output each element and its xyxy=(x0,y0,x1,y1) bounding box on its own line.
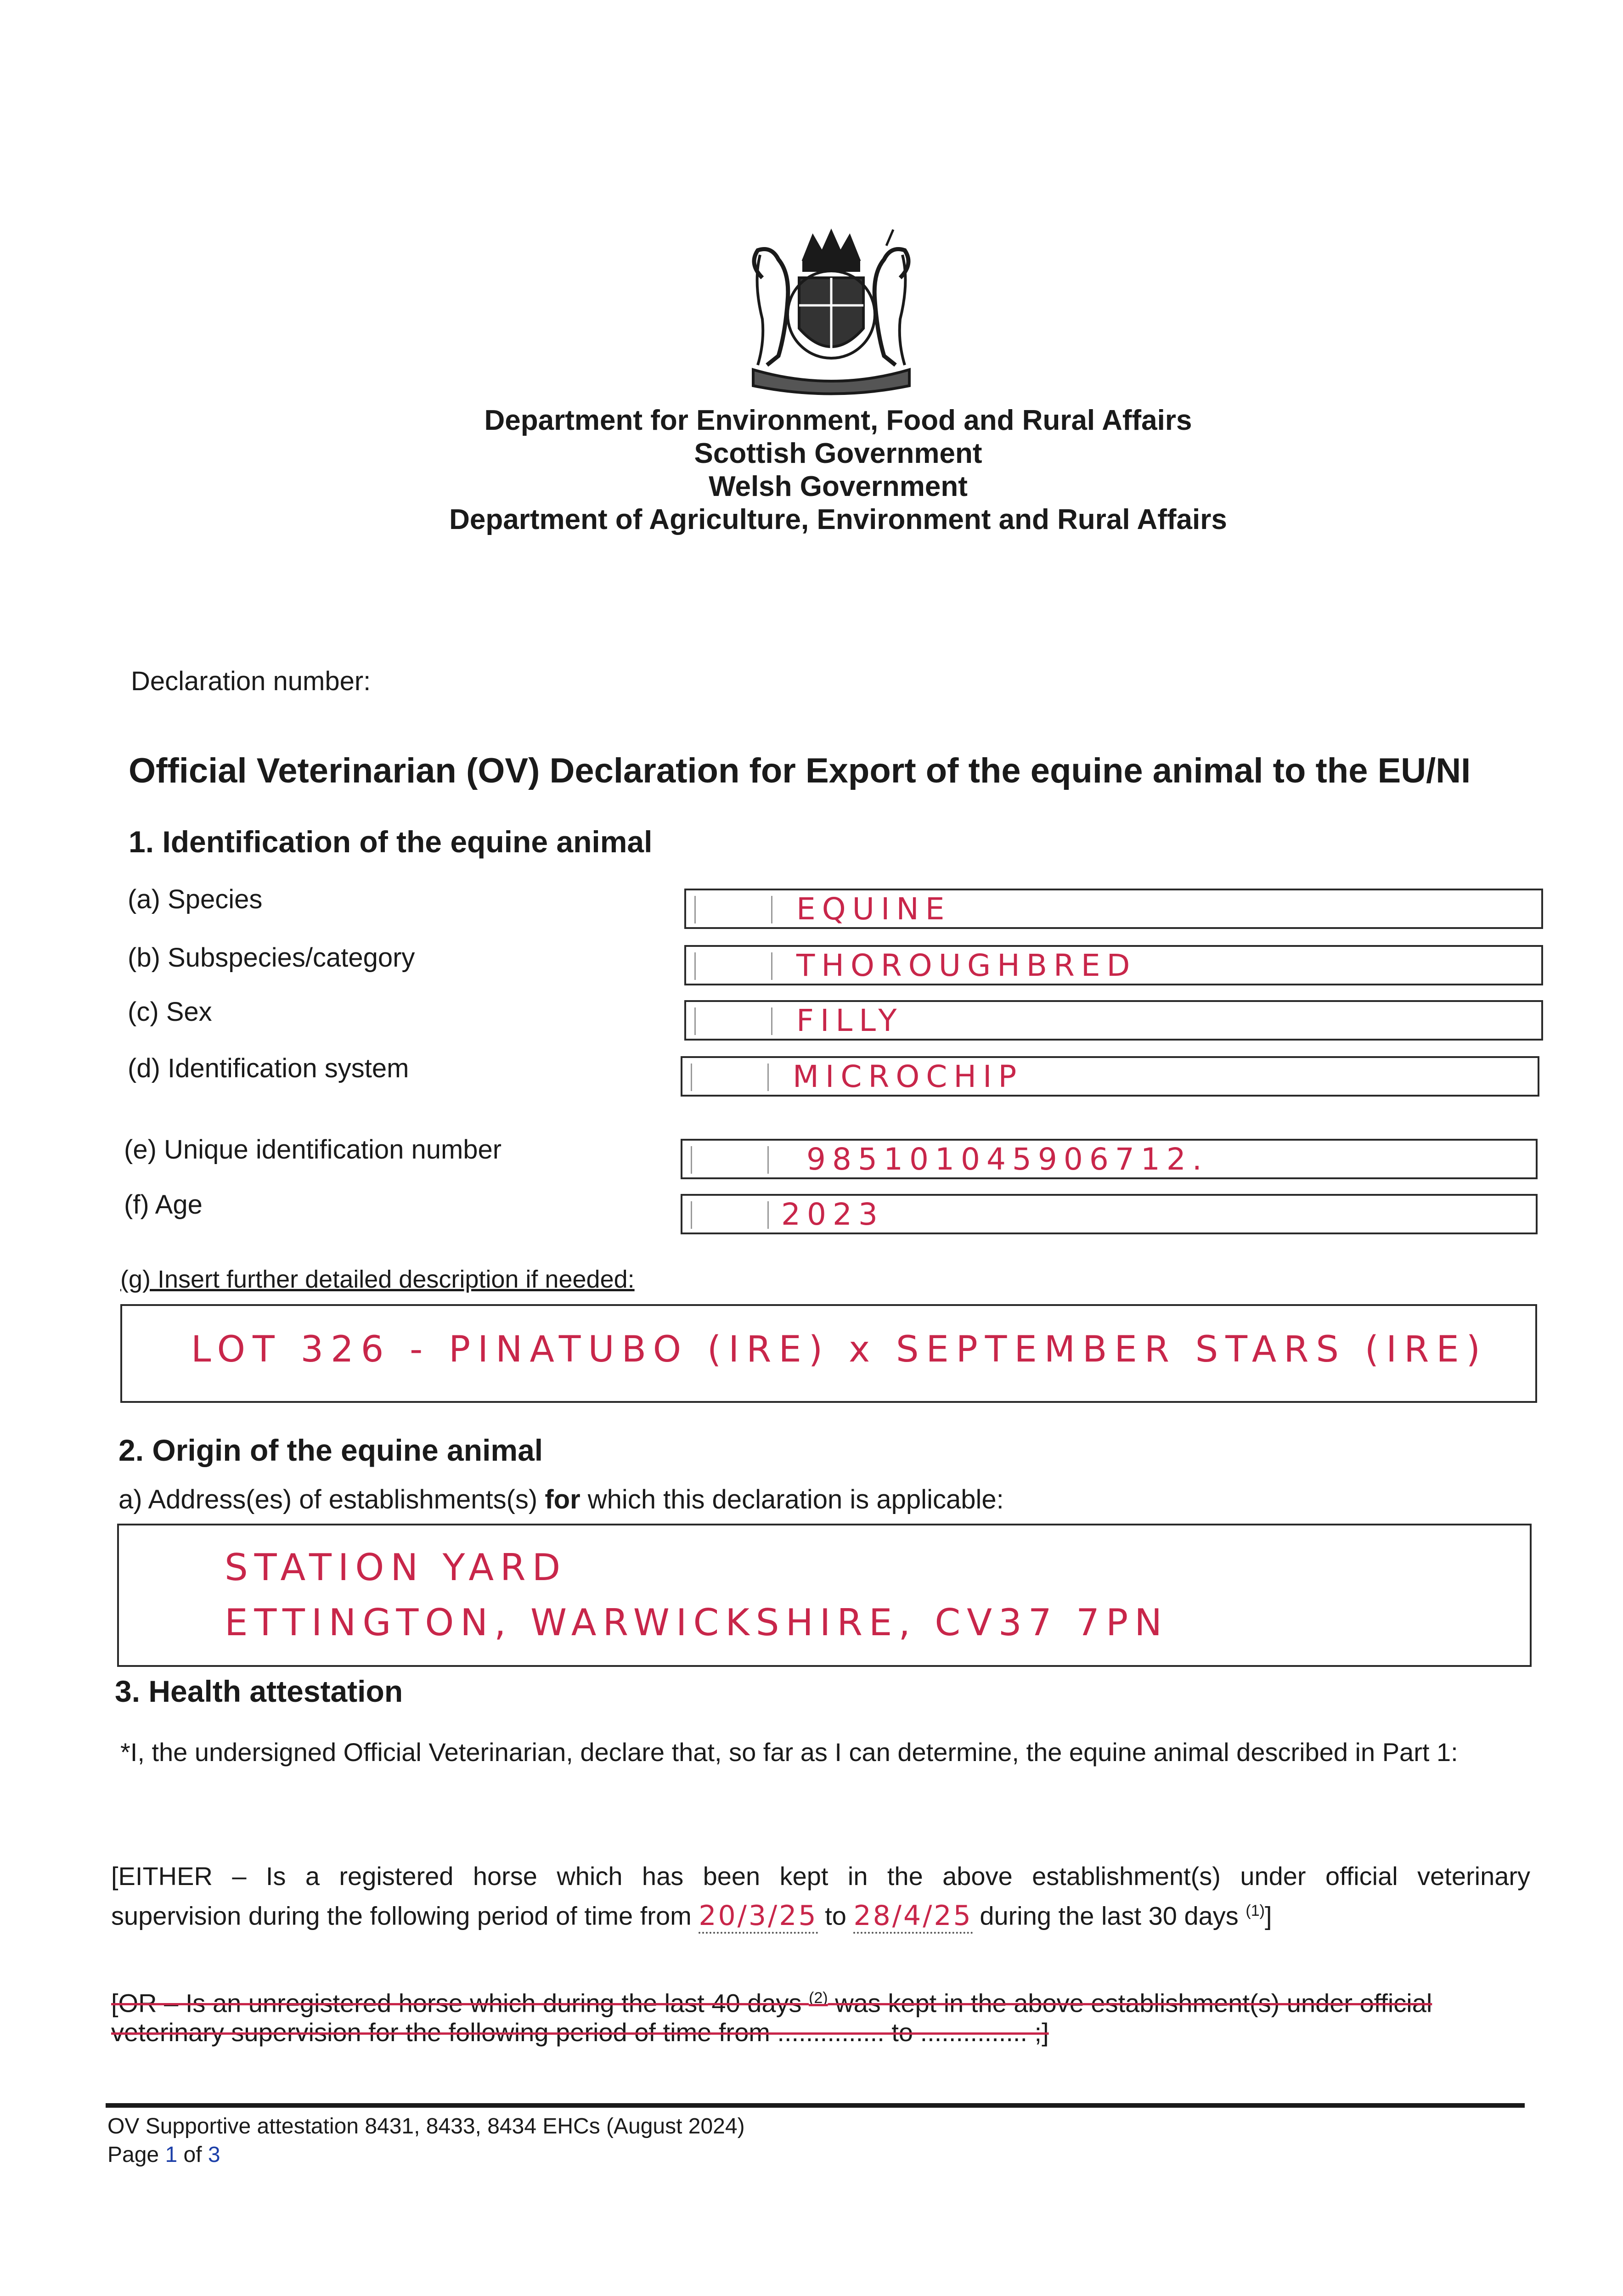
age-label: (f) Age xyxy=(124,1190,203,1220)
department-daera: Department of Agriculture, Environment and Rural Affairs xyxy=(449,504,1227,535)
address-line-2: ETTINGTON, WARWICKSHIRE, CV37 7PN xyxy=(225,1601,1169,1644)
subspecies-label: (b) Subspecies/category xyxy=(128,943,415,973)
health-attestation-intro: *I, the undersigned Official Veterinarian, declare that, so far as I can determine, the equine animal described in Part 1: xyxy=(120,1738,1458,1767)
page-title: Official Veterinarian (OV) Declaration for Export of the equine animal to the EU/NI xyxy=(129,751,1471,790)
either-line-2: supervision during the following period of time from 20/3/25 to 28/4/25 during the last 30 days $^{(1)}$] xyxy=(111,1894,1530,1933)
either-to-date: 28/4/25 xyxy=(853,1900,972,1934)
age-value: 2023 xyxy=(781,1197,884,1232)
species-label: (a) Species xyxy=(128,884,263,914)
further-description-label: (g) Insert further detailed description if needed: xyxy=(120,1266,635,1293)
sex-field[interactable] xyxy=(684,1000,1543,1041)
footer-divider xyxy=(106,2103,1525,2108)
age-field[interactable] xyxy=(681,1194,1538,1234)
address-box[interactable] xyxy=(117,1524,1532,1667)
subspecies-field[interactable] xyxy=(684,945,1543,985)
footer-page-number: Page 1 of 3 xyxy=(107,2143,220,2167)
subspecies-value: THOROUGHBRED xyxy=(796,948,1137,983)
further-description-value: LOT 326 - PINATUBO (IRE) x SEPTEMBER STARS (IRE) xyxy=(191,1329,1488,1370)
sex-label: (c) Sex xyxy=(128,997,212,1027)
sex-value: FILLY xyxy=(796,1003,903,1038)
section-1-heading: 1. Identification of the equine animal xyxy=(129,825,653,859)
unique-id-field[interactable] xyxy=(681,1139,1538,1179)
section-3-heading: 3. Health attestation xyxy=(115,1674,403,1708)
department-welsh-government: Welsh Government xyxy=(709,471,968,502)
or-line-2: veterinary supervision for the following period of time from ............... to ............... ;] xyxy=(111,2018,1049,2047)
footer-attestation-reference: OV Supportive attestation 8431, 8433, 8434 EHCs (August 2024) xyxy=(107,2114,745,2138)
department-scottish-government: Scottish Government xyxy=(694,438,982,469)
species-field[interactable] xyxy=(684,889,1543,929)
declaration-number-label: Declaration number: xyxy=(131,666,371,696)
or-line-1: [OR – Is an unregistered horse which during the last 40 days $^{(2)}$ was kept in the above establishment(s) under official xyxy=(111,1988,1432,2018)
identification-system-value: MICROCHIP xyxy=(793,1059,1023,1094)
identification-system-field[interactable] xyxy=(681,1056,1539,1097)
unique-id-label: (e) Unique identification number xyxy=(124,1135,502,1165)
identification-system-label: (d) Identification system xyxy=(128,1053,409,1083)
further-description-box[interactable] xyxy=(120,1304,1537,1403)
either-line-1: [EITHER – Is a registered horse which has been kept in the above establishment(s) under official veterinary xyxy=(111,1862,1530,1891)
species-value: EQUINE xyxy=(796,891,951,927)
address-line-1: STATION YARD xyxy=(225,1546,567,1589)
address-label: a) Address(es) of establishments(s) for which this declaration is applicable: xyxy=(118,1485,1004,1514)
either-from-date: 20/3/25 xyxy=(699,1900,817,1934)
department-defra: Department for Environment, Food and Rural Affairs xyxy=(484,405,1192,436)
royal-coat-of-arms-icon xyxy=(735,227,928,397)
section-2-heading: 2. Origin of the equine animal xyxy=(118,1433,543,1467)
unique-id-value: 985101045906712. xyxy=(806,1142,1208,1177)
